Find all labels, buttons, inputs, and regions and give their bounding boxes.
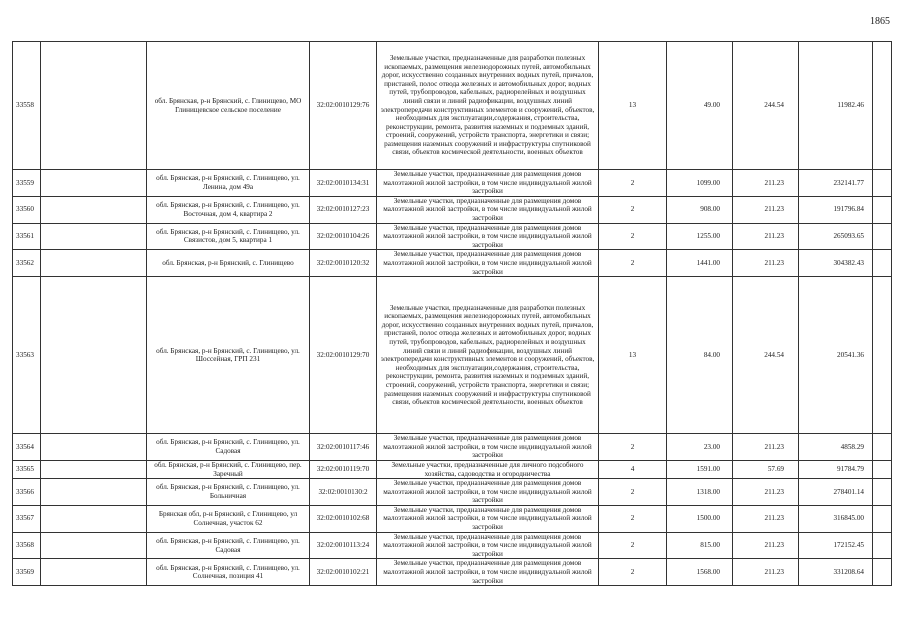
cadastral-value-cell: 278401.14 [799,479,873,506]
area-cell: 1099.00 [667,170,733,197]
category-cell: 13 [599,277,667,434]
rate-cell: 211.23 [733,505,799,532]
table-row [13,505,892,532]
blank-cell [41,277,147,434]
page-number: 1865 [870,16,890,27]
category-cell: 2 [599,170,667,197]
cadastral-number-cell: 32:02:0010134:31 [310,170,377,197]
cadastral-number-cell: 32:02:0010120:32 [310,250,377,277]
table-row [13,277,892,434]
cadastral-value-cell: 20541.36 [799,277,873,434]
blank-cell [41,42,147,170]
cadastral-value-table [12,41,892,586]
land-use-cell: Земельные участки, предназначенные для размещения домов малоэтажной жилой застройки, в том числе индивидуальной жилой застройки [377,434,599,461]
row-number-cell: 33563 [13,277,41,434]
table-row [13,559,892,586]
category-cell: 13 [599,42,667,170]
blank-cell [873,532,892,559]
cadastral-number-cell: 32:02:0010104:26 [310,223,377,250]
land-use-cell: Земельные участки, предназначенные для размещения домов малоэтажной жилой застройки, в том числе индивидуальной жилой застройки [377,250,599,277]
row-number-cell: 33562 [13,250,41,277]
land-use-cell: Земельные участки, предназначенные для разработки полезных ископаемых, размещения железнодорожных путей, автомобильных дорог, искусственно созданных внутренних водных путей, причалов, пристаней, полос отвода железных и автомобильных дорог, водных путей, трубопроводов, кабельных, радиорелейных и воздушных линий связи и линий радиофикации, воздушных линий электропередачи конструктивных элементов и сооружений, объектов, необходимых для эксплуатации,содержания, строительства, реконструкции, ремонта, развития наземных и подземных зданий, строений, сооружений, устройств транспорта, энергетики и связи; размещения наземных сооружений и инфраструктуры спутниковой связи, объектов космической деятельности, военных объектов [377,277,599,434]
blank-cell [873,559,892,586]
row-number-cell: 33568 [13,532,41,559]
cadastral-value-cell: 232141.77 [799,170,873,197]
category-cell: 2 [599,250,667,277]
row-number-cell: 33566 [13,479,41,506]
blank-cell [873,479,892,506]
rate-cell: 211.23 [733,559,799,586]
land-use-cell: Земельные участки, предназначенные для личного подсобного хозяйства, садоводства и огородничества [377,460,599,478]
rate-cell: 57.69 [733,460,799,478]
cadastral-value-cell: 91784.79 [799,460,873,478]
cadastral-number-cell: 32:02:0010129:70 [310,277,377,434]
rate-cell: 211.23 [733,170,799,197]
blank-cell [41,223,147,250]
cadastral-value-cell: 172152.45 [799,532,873,559]
land-use-cell: Земельные участки, предназначенные для размещения домов малоэтажной жилой застройки, в том числе индивидуальной жилой застройки [377,196,599,223]
cadastral-number-cell: 32:02:0010119:70 [310,460,377,478]
blank-cell [41,170,147,197]
table-row [13,250,892,277]
category-cell: 2 [599,505,667,532]
row-number-cell: 33569 [13,559,41,586]
area-cell: 1500.00 [667,505,733,532]
table-row [13,434,892,461]
address-cell: обл. Брянская, р-н Брянский, с. Глинищево [147,250,310,277]
rate-cell: 211.23 [733,223,799,250]
address-cell: обл. Брянская, р-н Брянский, с. Глинищево, ул. Ленина, дом 49а [147,170,310,197]
row-number-cell: 33558 [13,42,41,170]
cadastral-number-cell: 32:02:0010117:46 [310,434,377,461]
row-number-cell: 33564 [13,434,41,461]
cadastral-value-cell: 4858.29 [799,434,873,461]
blank-cell [873,196,892,223]
rate-cell: 211.23 [733,479,799,506]
area-cell: 815.00 [667,532,733,559]
blank-cell [41,479,147,506]
table-row [13,223,892,250]
category-cell: 2 [599,434,667,461]
blank-cell [41,532,147,559]
cadastral-number-cell: 32:02:0010129:76 [310,42,377,170]
category-cell: 2 [599,479,667,506]
address-cell: обл. Брянская, р-н Брянский, с. Глинищево, ул. Больничная [147,479,310,506]
address-cell: обл. Брянская, р-н Брянский, с. Глинищево, ул. Садовая [147,532,310,559]
category-cell: 2 [599,532,667,559]
blank-cell [873,42,892,170]
row-number-cell: 33565 [13,460,41,478]
row-number-cell: 33561 [13,223,41,250]
area-cell: 1568.00 [667,559,733,586]
table-row [13,170,892,197]
rate-cell: 211.23 [733,250,799,277]
rate-cell: 244.54 [733,42,799,170]
blank-cell [873,250,892,277]
land-use-cell: Земельные участки, предназначенные для размещения домов малоэтажной жилой застройки, в том числе индивидуальной жилой застройки [377,223,599,250]
address-cell: обл. Брянская, р-н Брянский, с. Глинищево, пер. Заречный [147,460,310,478]
address-cell: обл. Брянская, р-н Брянский, с. Глинищево, ул. Восточная, дом 4, квартира 2 [147,196,310,223]
address-cell: обл. Брянская, р-н Брянский, с. Глинищево, ул. Солнечная, позиция 41 [147,559,310,586]
table-row [13,479,892,506]
cadastral-value-cell: 316845.00 [799,505,873,532]
cadastral-value-cell: 11982.46 [799,42,873,170]
category-cell: 2 [599,223,667,250]
blank-cell [873,460,892,478]
blank-cell [41,196,147,223]
land-use-cell: Земельные участки, предназначенные для размещения домов малоэтажной жилой застройки, в том числе индивидуальной жилой застройки [377,505,599,532]
blank-cell [873,223,892,250]
cadastral-value-cell: 191796.84 [799,196,873,223]
blank-cell [873,434,892,461]
address-cell: обл. Брянская, р-н Брянский, с. Глинищево, ул. Связистов, дом 5, квартира 1 [147,223,310,250]
area-cell: 49.00 [667,42,733,170]
blank-cell [873,505,892,532]
address-cell: обл. Брянская, р-н Брянский, с. Глинищево, ул. Шоссейная, ГРП 231 [147,277,310,434]
table-row [13,532,892,559]
area-cell: 1255.00 [667,223,733,250]
blank-cell [873,170,892,197]
table-row [13,42,892,170]
cadastral-number-cell: 32:02:0010130:2 [310,479,377,506]
land-use-cell: Земельные участки, предназначенные для размещения домов малоэтажной жилой застройки, в том числе индивидуальной жилой застройки [377,532,599,559]
address-cell: обл. Брянская, р-н Брянский, с. Глинищево, ул. Садовая [147,434,310,461]
rate-cell: 211.23 [733,434,799,461]
land-use-cell: Земельные участки, предназначенные для размещения домов малоэтажной жилой застройки, в том числе индивидуальной жилой застройки [377,170,599,197]
land-use-cell: Земельные участки, предназначенные для разработки полезных ископаемых, размещения железнодорожных путей, автомобильных дорог, искусственно созданных внутренних водных путей, причалов, пристаней, полос отвода железных и автомобильных дорог, водных путей, трубопроводов, кабельных, радиорелейных и воздушных линий связи и линий радиофикации, воздушных линий электропередачи конструктивных элементов и сооружений, объектов, необходимых для эксплуатации,содержания, строительства, реконструкции, ремонта, развития наземных и подземных зданий, строений, сооружений, устройств транспорта, энергетики и связи; размещения наземных сооружений и инфраструктуры спутниковой связи, объектов космической деятельности, военных объектов [377,42,599,170]
blank-cell [41,434,147,461]
table-row [13,196,892,223]
rate-cell: 211.23 [733,196,799,223]
cadastral-number-cell: 32:02:0010102:68 [310,505,377,532]
blank-cell [41,505,147,532]
category-cell: 2 [599,559,667,586]
address-cell: обл. Брянская, р-н Брянский, с. Глинищево, МО Глинищевское сельское поселение [147,42,310,170]
row-number-cell: 33567 [13,505,41,532]
table-row [13,460,892,478]
cadastral-number-cell: 32:02:0010113:24 [310,532,377,559]
category-cell: 4 [599,460,667,478]
row-number-cell: 33559 [13,170,41,197]
row-number-cell: 33560 [13,196,41,223]
category-cell: 2 [599,196,667,223]
rate-cell: 211.23 [733,532,799,559]
cadastral-value-cell: 265093.65 [799,223,873,250]
blank-cell [41,559,147,586]
area-cell: 1441.00 [667,250,733,277]
area-cell: 1591.00 [667,460,733,478]
cadastral-number-cell: 32:02:0010127:23 [310,196,377,223]
land-use-cell: Земельные участки, предназначенные для размещения домов малоэтажной жилой застройки, в том числе индивидуальной жилой застройки [377,559,599,586]
area-cell: 84.00 [667,277,733,434]
cadastral-value-cell: 304382.43 [799,250,873,277]
blank-cell [41,460,147,478]
cadastral-number-cell: 32:02:0010102:21 [310,559,377,586]
rate-cell: 244.54 [733,277,799,434]
area-cell: 23.00 [667,434,733,461]
address-cell: Брянская обл, р-н Брянский, с Глинищево, ул Солнечная, участок 62 [147,505,310,532]
area-cell: 1318.00 [667,479,733,506]
blank-cell [41,250,147,277]
blank-cell [873,277,892,434]
cadastral-value-cell: 331208.64 [799,559,873,586]
land-use-cell: Земельные участки, предназначенные для размещения домов малоэтажной жилой застройки, в том числе индивидуальной жилой застройки [377,479,599,506]
area-cell: 908.00 [667,196,733,223]
